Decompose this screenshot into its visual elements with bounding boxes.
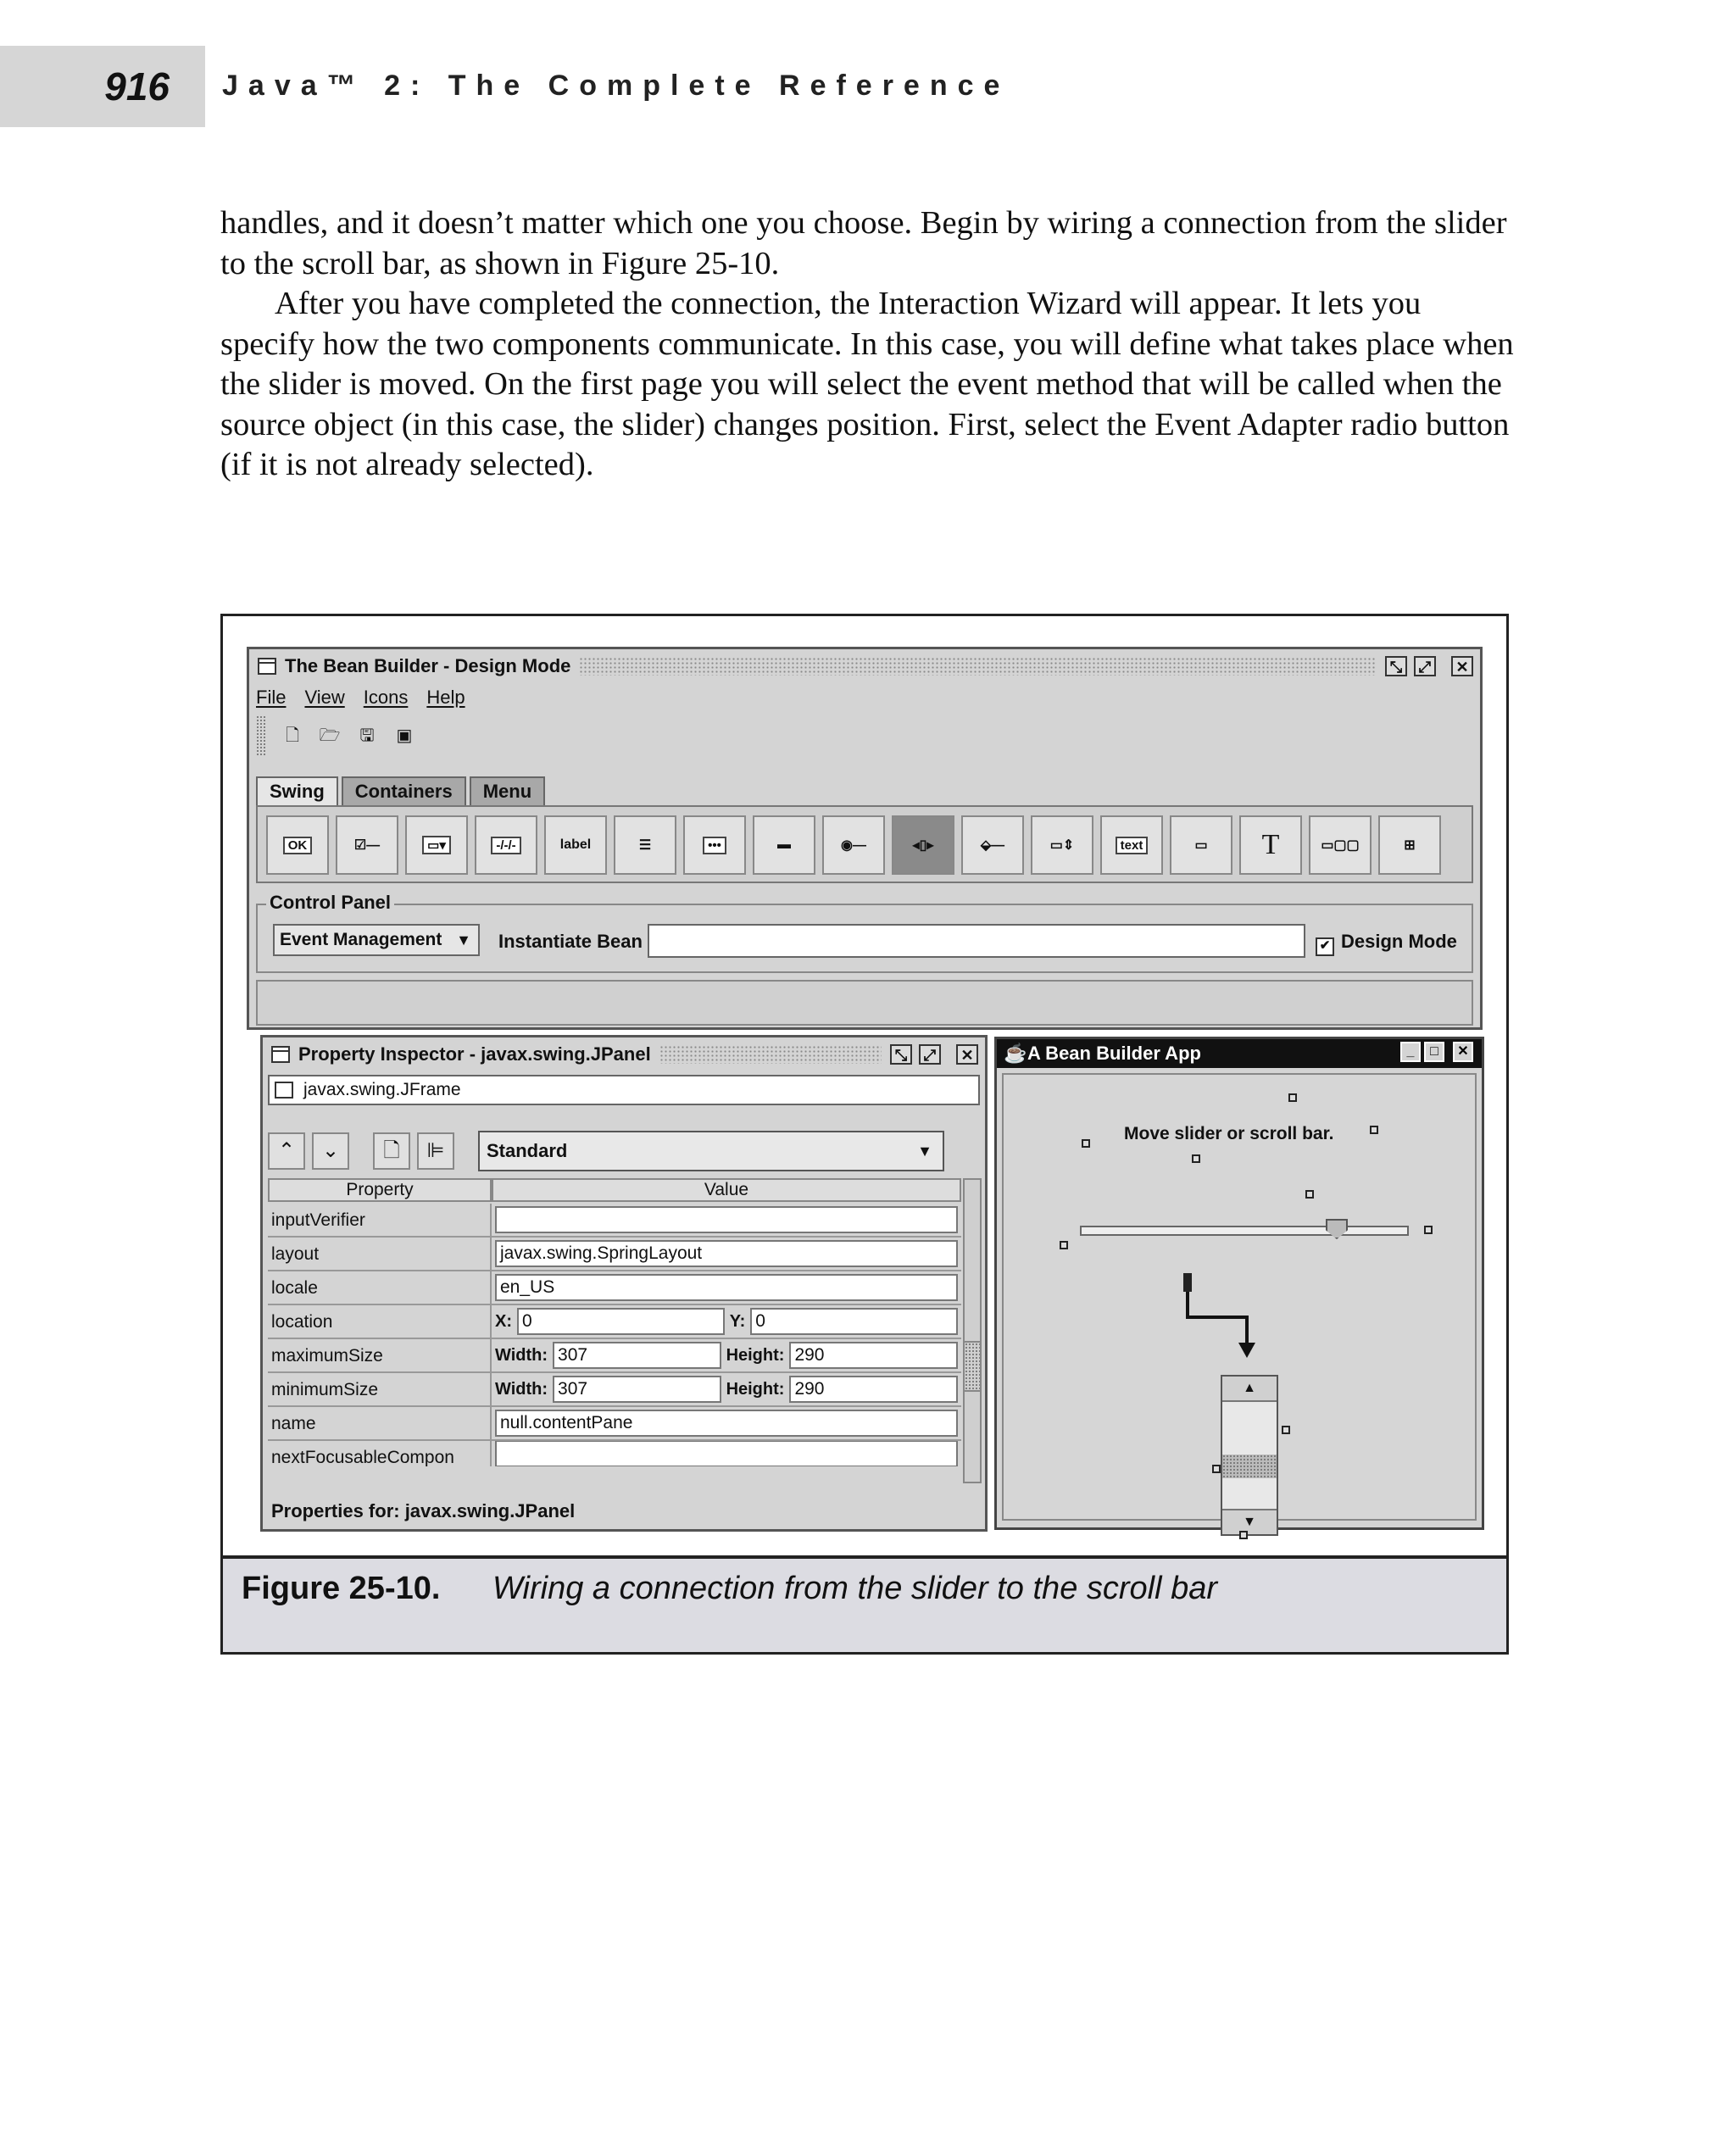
wire-line (1188, 1292, 1247, 1348)
layout-icon[interactable]: ⊫ (417, 1132, 454, 1170)
undock-icon[interactable]: ⤡ (890, 1044, 912, 1065)
titlebar-stipple (579, 657, 1377, 676)
undock-icon[interactable]: ⤡ (1385, 656, 1407, 676)
tree-bean-icon[interactable]: ⊞ (1378, 815, 1441, 875)
scrollbar-bean-icon[interactable]: ◂▯▸ (892, 815, 954, 875)
maximize-icon[interactable]: ⤢ (919, 1044, 941, 1065)
app-titlebar (997, 1039, 1482, 1068)
maximize-icon[interactable]: ⤢ (1414, 656, 1436, 676)
bean-builder-window (247, 647, 1483, 1030)
property-value-field[interactable] (495, 1441, 958, 1466)
control-panel (256, 892, 1473, 973)
menu-bar (256, 687, 465, 709)
figure-25-10 (220, 614, 1509, 1655)
close-icon[interactable]: ✕ (1451, 656, 1473, 676)
instantiate-bean-label: Instantiate Bean (498, 931, 643, 952)
property-value-field[interactable]: javax.swing.SpringLayout (495, 1240, 958, 1267)
x-field[interactable]: 0 (517, 1308, 725, 1335)
component-combo[interactable]: javax.swing.JFrame (268, 1075, 980, 1105)
window-icon (258, 658, 276, 675)
open-folder-icon[interactable]: 🗁 (319, 726, 341, 745)
property-table-header (268, 1178, 961, 1202)
builder-title: The Bean Builder - Design Mode (285, 655, 571, 676)
menu-icons[interactable]: Icons (363, 687, 409, 708)
minimize-icon[interactable]: _ (1400, 1042, 1421, 1062)
scroll-down-icon[interactable]: ▼ (1222, 1509, 1277, 1534)
builder-status-strip (256, 980, 1473, 1026)
vertical-scrollbar-bean[interactable] (1221, 1375, 1278, 1536)
titlebar-stipple (659, 1045, 882, 1064)
palette-tabs (256, 776, 548, 805)
property-inspector-window (260, 1035, 988, 1532)
up-icon[interactable]: ⌃ (268, 1132, 305, 1170)
height-field[interactable]: 290 (789, 1342, 958, 1369)
running-head: Java™ 2: The Complete Reference (222, 70, 1010, 102)
height-field[interactable]: 290 (789, 1376, 958, 1403)
text-area-bean-icon[interactable]: text (1100, 815, 1163, 875)
spinner-bean-icon[interactable]: ▭⇕ (1031, 815, 1093, 875)
text-pane-bean-icon[interactable]: T (1239, 815, 1302, 875)
paragraph-2: After you have completed the connection, the Interaction Wizard will appear. It lets you specify how the two components communicate. In this case, you will define what takes place when the slider is moved. On the first page you will select the event method that will be called when the source object (in this case, the slider) changes position. First, select the Event Adapter radio button (if it is not already selected). (220, 286, 1514, 482)
inspector-titlebar (263, 1037, 985, 1071)
inspector-title: Property Inspector - javax.swing.JPanel (298, 1043, 651, 1065)
new-file-icon[interactable]: 🗋 (285, 726, 300, 745)
toolbar-bean-icon[interactable]: ▭▢▢ (1309, 815, 1372, 875)
menu-help[interactable]: Help (426, 687, 465, 708)
table-row[interactable]: minimumSize Width: 307 Height: 290 (268, 1373, 961, 1407)
toolbar (256, 719, 415, 753)
instantiate-bean-input[interactable] (648, 924, 1305, 958)
table-row[interactable]: locale en_US (268, 1271, 961, 1305)
table-row[interactable]: name null.contentPane (268, 1407, 961, 1441)
y-field[interactable]: 0 (750, 1308, 958, 1335)
figure-caption (223, 1555, 1506, 1652)
selection-handle[interactable] (1282, 1426, 1290, 1434)
page-number: 916 (104, 64, 170, 108)
close-icon[interactable]: ✕ (956, 1044, 978, 1065)
control-panel-legend: Control Panel (266, 892, 394, 914)
paragraph-1: handles, and it doesn’t matter which one you choose. Begin by wiring a connection from the slider to the scroll bar, as shown in Figure 25-10. (220, 205, 1507, 281)
list-bean-icon[interactable]: ☰ (614, 815, 676, 875)
menu-file[interactable]: File (256, 687, 287, 708)
scroll-up-icon[interactable]: ▲ (1222, 1377, 1277, 1402)
column-value[interactable]: Value (492, 1178, 961, 1202)
inspector-status: Properties for: javax.swing.JPanel (271, 1500, 576, 1521)
design-mode-checkbox[interactable]: ✔ Design Mode (1316, 931, 1457, 956)
down-icon[interactable]: ⌄ (312, 1132, 349, 1170)
tab-containers[interactable]: Containers (342, 776, 466, 805)
tab-swing[interactable]: Swing (256, 776, 338, 805)
table-row[interactable]: maximumSize Width: 307 Height: 290 (268, 1339, 961, 1373)
selection-handle[interactable] (1212, 1465, 1221, 1473)
text-field-bean-icon[interactable]: ▭ (1170, 815, 1232, 875)
table-row[interactable]: inputVerifier (268, 1204, 961, 1238)
label-bean-icon[interactable]: label (544, 815, 607, 875)
component-palette (256, 805, 1473, 883)
app-content (1002, 1073, 1477, 1529)
toolbar-grip[interactable] (256, 715, 266, 756)
maximize-icon[interactable]: □ (1424, 1042, 1444, 1062)
scrollbar-thumb[interactable] (965, 1341, 980, 1392)
mode-select[interactable]: Event Management ▼ (273, 924, 480, 956)
password-field-bean-icon[interactable]: ••• (683, 815, 746, 875)
view-select[interactable]: Standard ▼ (478, 1131, 944, 1171)
progress-bar-bean-icon[interactable]: ▬ (753, 815, 815, 875)
slider-bean-icon[interactable]: ⬙— (961, 815, 1024, 875)
frame-icon (275, 1082, 293, 1099)
formatted-field-bean-icon[interactable]: -/-/- (475, 815, 537, 875)
button-bean-icon[interactable]: OK (266, 815, 329, 875)
table-row[interactable]: nextFocusableCompon (268, 1441, 961, 1466)
property-value-field[interactable]: en_US (495, 1274, 958, 1301)
property-table (268, 1204, 961, 1466)
figure-label: Figure 25-10. (242, 1571, 441, 1606)
body-text (220, 203, 1517, 486)
builder-titlebar (249, 649, 1480, 683)
selection-handle[interactable] (1239, 1531, 1248, 1539)
checkbox-checked-icon: ✔ (1316, 937, 1334, 956)
radio-button-bean-icon[interactable]: ◉— (822, 815, 885, 875)
new-icon[interactable]: 🗋 (373, 1132, 410, 1170)
inspector-toolbar (268, 1129, 980, 1173)
coffee-cup-icon: ☕ (1004, 1043, 1027, 1064)
window-icon (271, 1046, 290, 1063)
property-value-field[interactable] (495, 1206, 958, 1233)
width-field[interactable]: 307 (553, 1342, 721, 1369)
scrollbar-thumb[interactable] (1222, 1455, 1277, 1478)
save-icon[interactable]: 🖫 (359, 726, 375, 745)
column-property[interactable]: Property (268, 1178, 492, 1202)
figure-caption-text: Wiring a connection from the slider to the scroll bar (492, 1571, 1218, 1606)
tab-menu[interactable]: Menu (470, 776, 545, 805)
wire-arrowhead-icon (1238, 1343, 1255, 1358)
property-scrollbar[interactable] (963, 1178, 982, 1483)
menu-view[interactable]: View (304, 687, 345, 708)
table-row[interactable]: layout javax.swing.SpringLayout (268, 1238, 961, 1271)
close-icon[interactable]: ✕ (1453, 1042, 1473, 1062)
table-row[interactable]: location X: 0 Y: 0 (268, 1305, 961, 1339)
combobox-bean-icon[interactable]: ▭▾ (405, 815, 468, 875)
app-title: A Bean Builder App (1027, 1043, 1201, 1064)
width-field[interactable]: 307 (553, 1376, 721, 1403)
property-value-field[interactable]: null.contentPane (495, 1410, 958, 1437)
wire-source-handle (1183, 1273, 1192, 1292)
save-as-icon[interactable]: ▣ (396, 726, 413, 745)
instruction-label: Move slider or scroll bar. (1124, 1124, 1334, 1143)
bean-app-window (994, 1037, 1484, 1530)
checkbox-bean-icon[interactable]: ☑— (336, 815, 398, 875)
